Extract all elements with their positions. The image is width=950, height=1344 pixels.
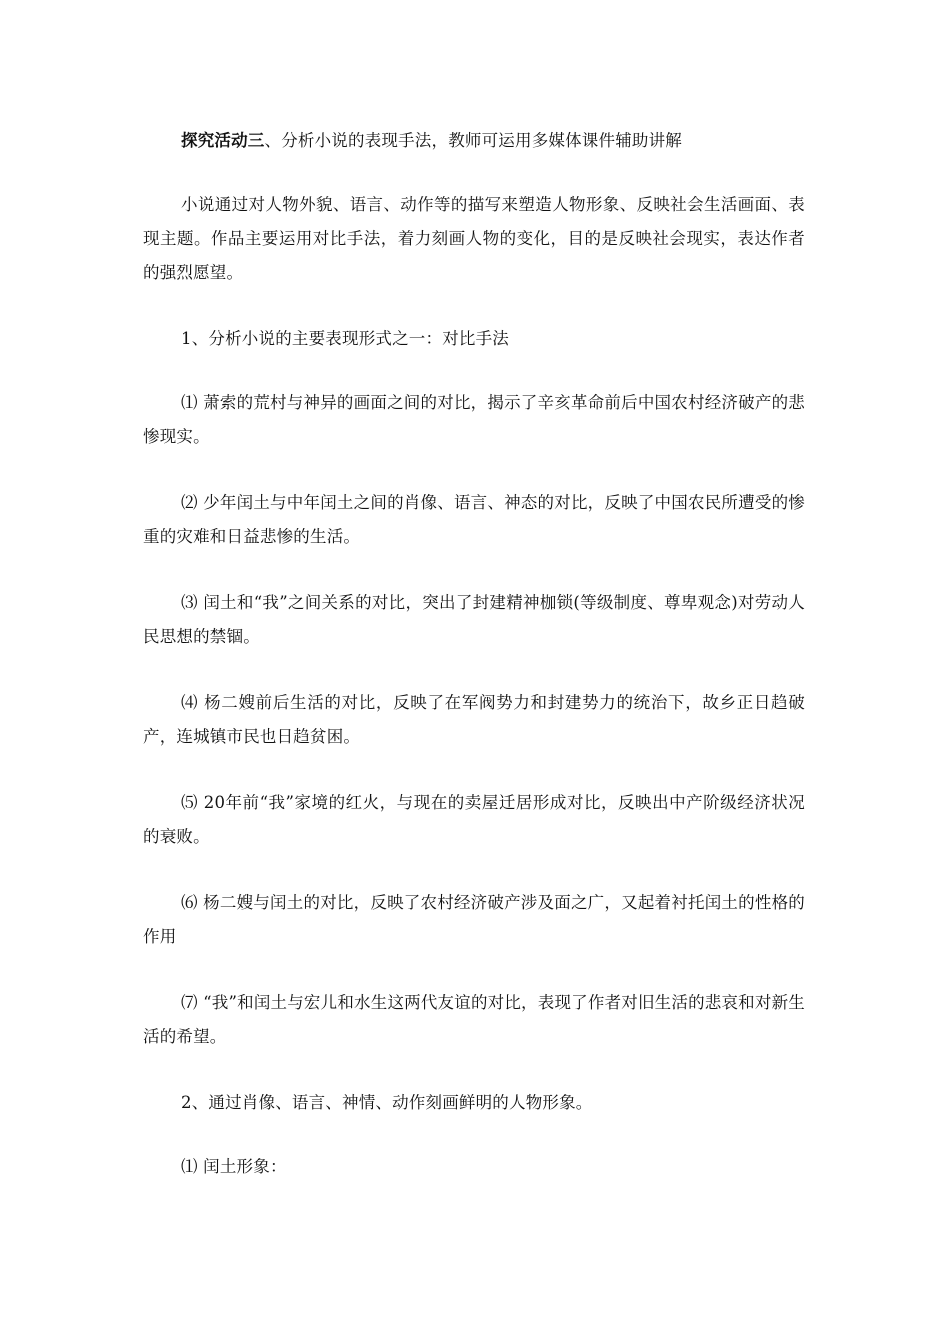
contrast-item-2: ⑵ 少年闰土与中年闰土之间的肖像、语言、神态的对比，反映了中国农民所遭受的惨重的灾难和日益悲惨的生活。 — [143, 493, 805, 546]
document-body — [143, 124, 805, 1214]
activity-heading-text: 、分析小说的表现手法，教师可运用多媒体课件辅助讲解 — [264, 131, 682, 150]
activity-heading — [143, 124, 805, 158]
contrast-item-6: ⑹ 杨二嫂与闰土的对比，反映了农村经济破产涉及面之广，又起着衬托闰土的性格的作用 — [143, 893, 805, 946]
contrast-item-3: ⑶ 闰土和“我”之间关系的对比，突出了封建精神枷锁(等级制度、尊卑观念)对劳动人民思想的禁锢。 — [143, 593, 805, 646]
section-2-item-1: ⑴ 闰土形象： — [181, 1157, 287, 1176]
section-1-title: 1、分析小说的主要表现形式之一：对比手法 — [181, 329, 509, 348]
contrast-item-1: ⑴ 萧索的荒村与神异的画面之间的对比，揭示了辛亥革命前后中国农村经济破产的悲惨现实。 — [143, 393, 805, 446]
contrast-item-5: ⑸ 20年前“我”家境的红火，与现在的卖屋迁居形成对比，反映出中产阶级经济状况的衰败。 — [143, 793, 805, 846]
contrast-item-7: ⑺ “我”和闰土与宏儿和水生这两代友谊的对比，表现了作者对旧生活的悲哀和对新生活的希望。 — [143, 993, 805, 1046]
activity-heading-bold: 探究活动三 — [181, 131, 265, 150]
intro-paragraph: 小说通过对人物外貌、语言、动作等的描写来塑造人物形象、反映社会生活画面、表现主题。作品主要运用对比手法，着力刻画人物的变化，目的是反映社会现实，表达作者的强烈愿望。 — [143, 195, 805, 282]
contrast-item-4: ⑷ 杨二嫂前后生活的对比，反映了在军阀势力和封建势力的统治下，故乡正日趋破产，连城镇市民也日趋贫困。 — [143, 693, 805, 746]
section-2-title: 2、通过肖像、语言、神情、动作刻画鲜明的人物形象。 — [181, 1093, 593, 1112]
